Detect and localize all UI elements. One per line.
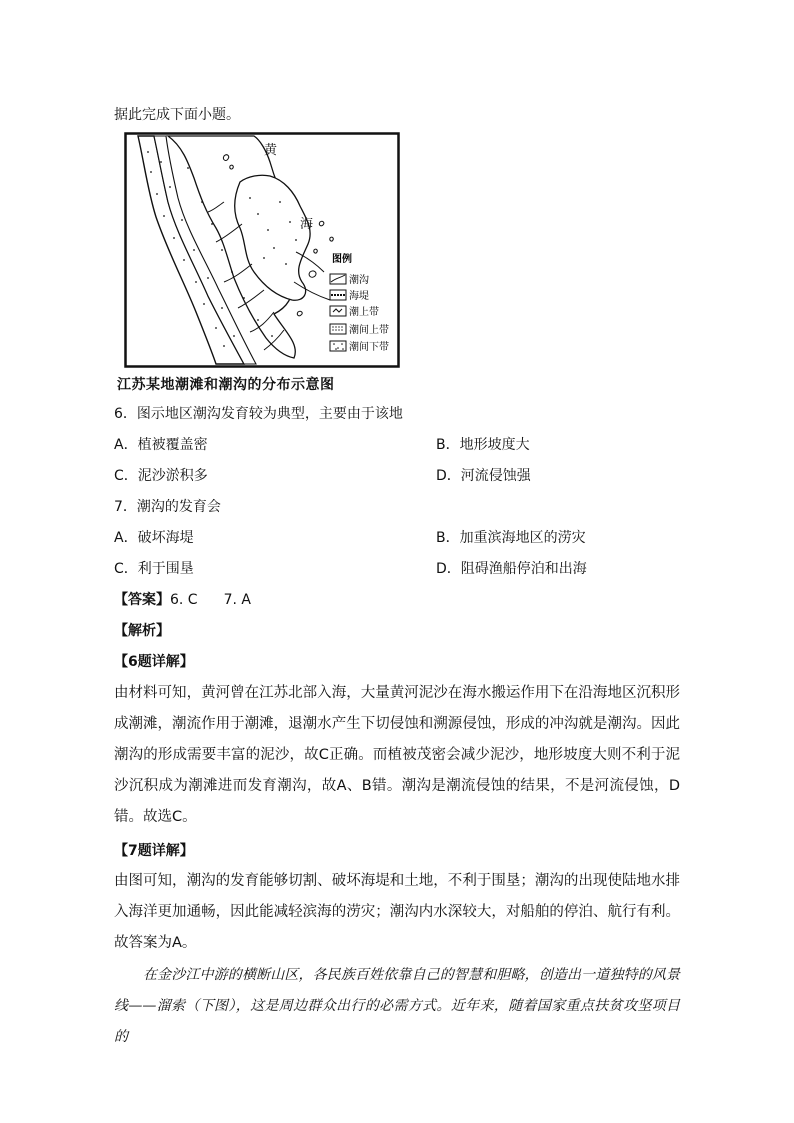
answer-6: 6. C [170,592,198,608]
q6-detail-label: 【6题详解】 [114,654,194,670]
legend-item-supratidal [330,305,379,318]
answer-label: 【答案】 [114,592,170,608]
q7-option-d: D．阻碍渔船停泊和出海 [436,561,587,577]
q7-stem: 7．潮沟的发育会 [114,499,221,515]
q7-option-b: B．加重滨海地区的涝灾 [436,530,586,546]
legend-label-lower-intertidal: 潮间下带 [349,342,389,353]
legend-item-upper-intertidal [330,323,389,336]
legend-item-seawall [330,289,369,302]
q7-detail-text: 由图可知，潮沟的发育能够切割、破坏海堤和土地，不利于围垦；潮沟的出现使陆地水排入海洋更加通畅，因此能减轻滨海的涝灾；潮沟内水深较大，对船舶的停泊、航行有利。故答案为A。 [114,873,680,951]
q7-option-c: C．利于围垦 [114,561,194,577]
map-caption: 江苏某地潮滩和潮沟的分布示意图 [117,377,335,393]
legend-item-tidal-channel [330,273,369,286]
answer-line [114,591,251,609]
legend-item-lower-intertidal [330,340,389,353]
tidal-flat-map [124,132,400,368]
q6-option-d: D．河流侵蚀强 [436,468,531,484]
legend-title: 图例 [332,254,352,265]
map-label-huang: 黄 [264,143,278,158]
q7-option-a: A．破坏海堤 [114,530,194,546]
legend-label-tidal-channel: 潮沟 [349,275,369,286]
intro-text: 据此完成下面小题。 [114,107,240,123]
legend-label-upper-intertidal: 潮间上带 [349,325,389,336]
next-material-text: 在金沙江中游的横断山区，各民族百姓依靠自己的智慧和胆略，创造出一道独特的风景线——溜索（下图），这是周边群众出行的必需方式。近年来，随着国家重点扶贫攻坚项目的 [114,967,680,1045]
q6-option-b: B．地形坡度大 [436,437,530,453]
q7-detail-label: 【7题详解】 [114,843,194,859]
answer-7: 7. A [223,592,251,608]
legend-label-seawall: 海堤 [349,291,369,302]
legend-label-supratidal: 潮上带 [349,307,379,318]
analysis-label: 【解析】 [114,623,170,639]
q6-option-a: A．植被覆盖密 [114,437,208,453]
map-label-hai: 海 [300,217,314,232]
q6-detail-text: 由材料可知，黄河曾在江苏北部入海，大量黄河泥沙在海水搬运作用下在沿海地区沉积形成潮滩，潮流作用于潮滩，退潮水产生下切侵蚀和溯源侵蚀，形成的冲沟就是潮沟。因此潮沟的形成需要丰富的泥沙，故C正确。而植被茂密会减少泥沙，地形坡度大则不利于泥沙沉积成为潮滩进而发育潮沟，故A、B错。潮沟是潮流侵蚀的结果，不是河流侵蚀，D错。故选C。 [114,685,680,825]
q6-option-c: C．泥沙淤积多 [114,468,208,484]
q6-stem: 6．图示地区潮沟发育较为典型，主要由于该地 [114,406,403,422]
